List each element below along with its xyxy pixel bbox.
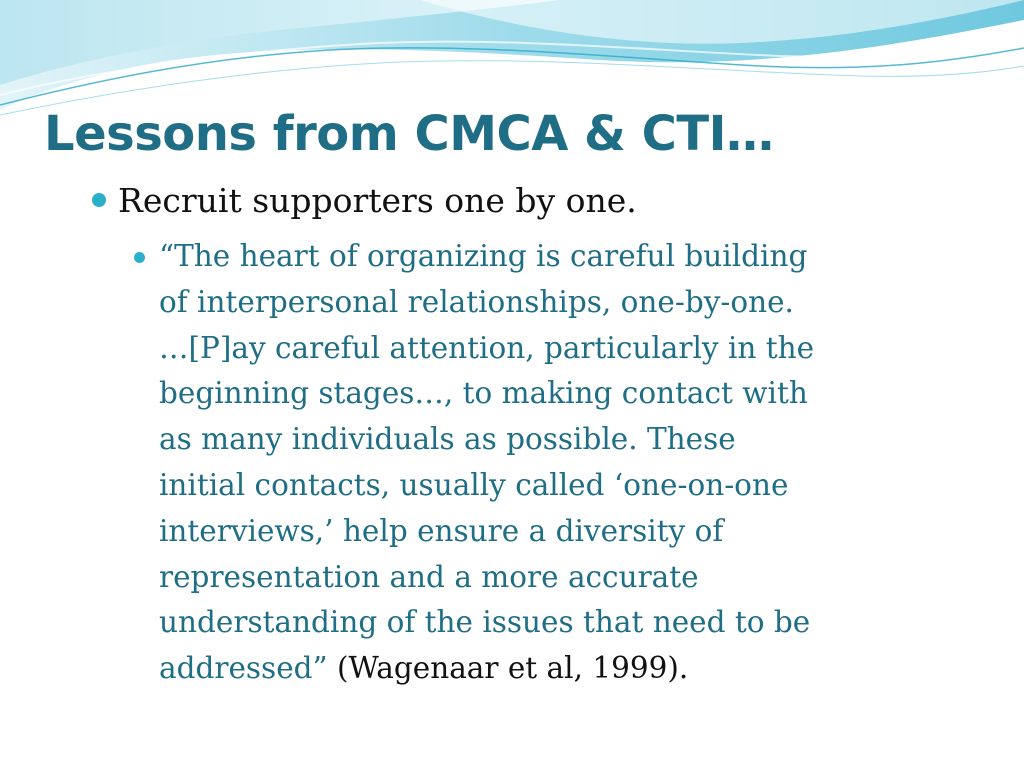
quote-line: addressed” (159, 651, 328, 686)
quote-line: “The heart of organizing is careful building (159, 239, 808, 273)
quote-line: initial contacts, usually called ‘one-on-one (159, 467, 789, 502)
quote-last-line (159, 646, 1009, 692)
quote-line: as many individuals as possible. These (159, 422, 736, 457)
bullet-dot-icon (92, 193, 106, 207)
quote-line: beginning stages…, to making contact with (159, 376, 808, 411)
quote-line: …[P]ay careful attention, particularly in the (159, 330, 815, 365)
slide-title: Lessons from CMCA & CTI… (44, 106, 774, 162)
quote-line: representation and a more accurate (159, 559, 699, 594)
citation: (Wagenaar et al, 1999). (327, 651, 689, 686)
quote-line: understanding of the issues that need to be (159, 605, 811, 640)
sub-bullet-dot-icon (134, 252, 145, 263)
quote-line: interviews,’ help ensure a diversity of (159, 513, 724, 548)
quote-line: of interpersonal relationships, one-by-one. (159, 284, 794, 319)
bullet-level-1: Recruit supporters one by one. (118, 181, 637, 220)
bullet-level-2-quote (159, 234, 1009, 692)
